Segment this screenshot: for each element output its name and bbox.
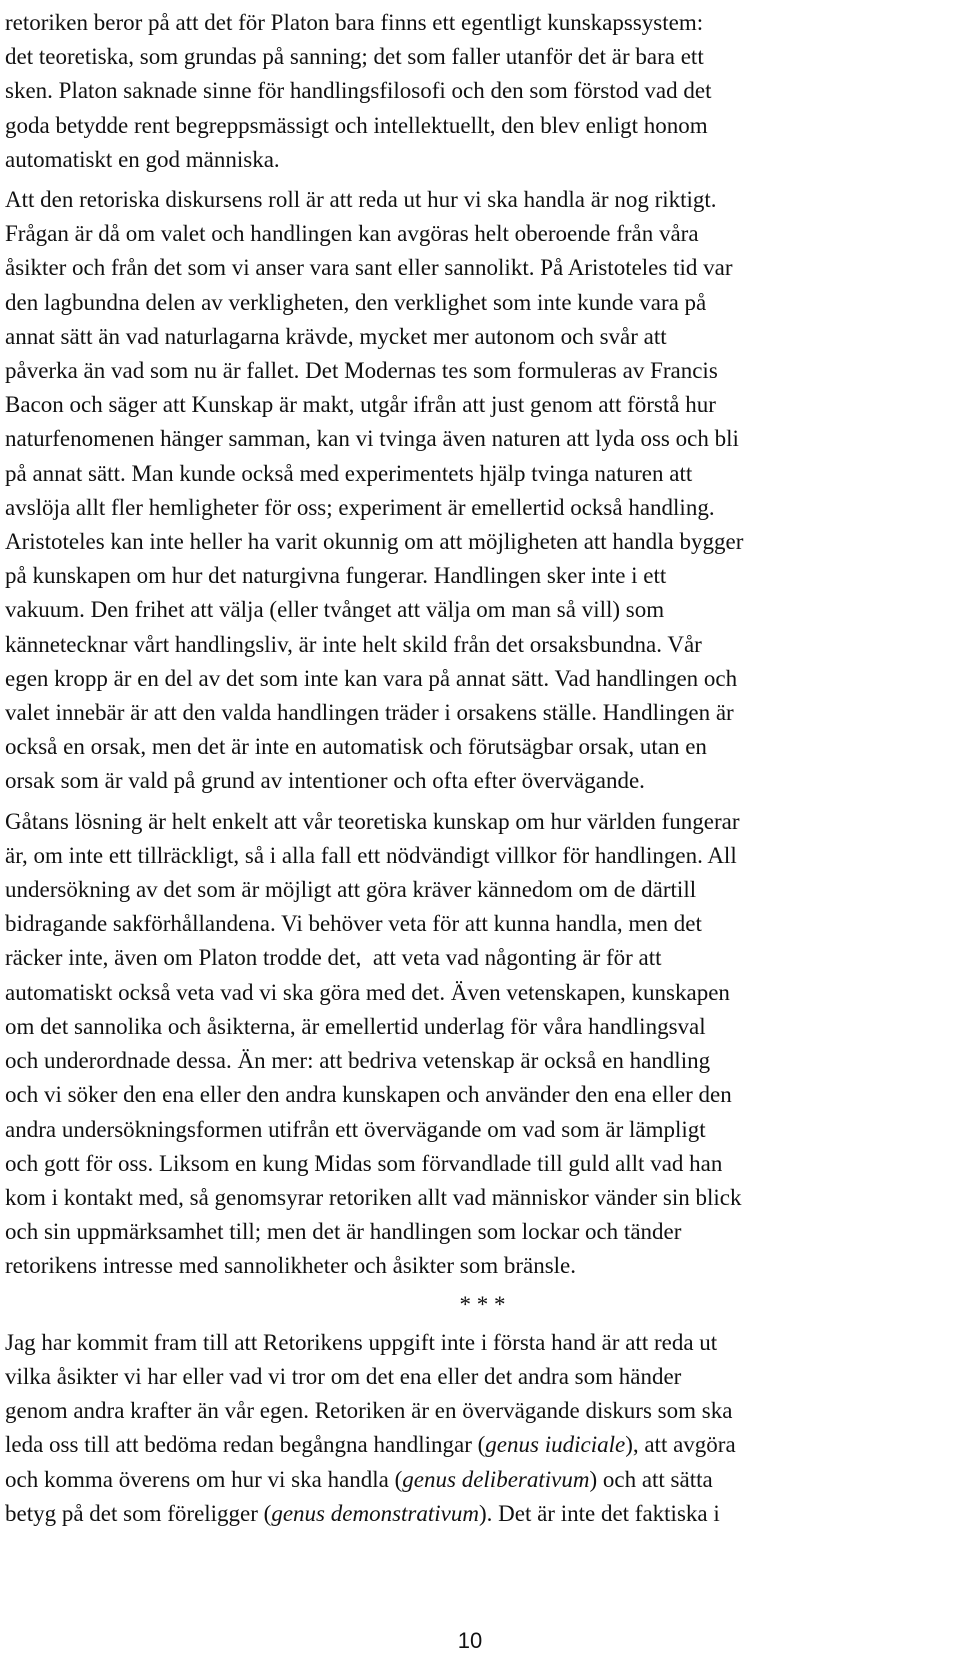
text-line: valet innebär är att den valda handlingen träder i orsakens ställe. Handlingen är	[5, 700, 734, 726]
text-line: och vi söker den ena eller den andra kunskapen och använder den ena eller den	[5, 1082, 732, 1108]
text-line: sken. Platon saknade sinne för handlingsfilosofi och den som förstod vad det	[5, 78, 712, 104]
text-line: Gåtans lösning är helt enkelt att vår teoretiska kunskap om hur världen fungerar	[5, 808, 740, 834]
text-line: räcker inte, även om Platon trodde det, att veta vad någonting är för att	[5, 945, 662, 971]
text-line: påverka än vad som nu är fallet. Det Modernas tes som formuleras av Francis	[5, 358, 718, 384]
text-line: retoriken beror på att det för Platon bara finns ett egentligt kunskapssystem:	[5, 10, 704, 35]
text-line: annat sätt än vad naturlagarna krävde, mycket mer autonom och svår att	[5, 323, 667, 349]
body-text	[5, 6, 940, 1531]
text-line: goda betydde rent begreppsmässigt och intellektuellt, den blev enligt honom	[5, 112, 708, 138]
text-line: automatiskt en god människa.	[5, 146, 280, 172]
text-line: undersökning av det som är möjligt att göra kräver kännedom om de därtill	[5, 877, 697, 903]
text-line: och sin uppmärksamhet till; men det är handlingen som lockar och tänder	[5, 1219, 682, 1245]
text-line: det teoretiska, som grundas på sanning; det som faller utanför det är bara ett	[5, 44, 704, 70]
text-line	[5, 1497, 940, 1531]
text-line: retorikens intresse med sannolikheter och åsikter som bränsle.	[5, 1253, 577, 1279]
text-line: på kunskapen om hur det naturgivna fungerar. Handlingen sker inte i ett	[5, 563, 667, 589]
text-line: Aristoteles kan inte heller ha varit okunnig om att möjligheten att handla bygger	[5, 529, 744, 555]
text-line: kom i kontakt med, så genomsyrar retoriken allt vad människor vänder sin blick	[5, 1184, 742, 1210]
paragraph-1	[5, 6, 940, 177]
text-line: Bacon och säger att Kunskap är makt, utgår ifrån att just genom att förstå hur	[5, 392, 716, 418]
text-line: åsikter och från det som vi anser vara sant eller sannolikt. På Aristoteles tid var	[5, 255, 733, 281]
page-number: 10	[457, 1628, 483, 1653]
paragraph-2	[5, 183, 940, 799]
text-line: andra undersökningsformen utifrån ett övervägande om vad som är lämpligt	[5, 1116, 706, 1142]
text-segment: ) och att sätta	[589, 1466, 713, 1492]
text-line: Frågan är då om valet och handlingen kan avgöras helt oberoende från våra	[5, 221, 699, 247]
paragraph-3	[5, 805, 940, 1284]
text-line: vakuum. Den frihet att välja (eller tvånget att välja om man så vill) som	[5, 597, 665, 623]
text-segment: ). Det är inte det faktiska i	[478, 1500, 720, 1526]
text-line: på annat sätt. Man kunde också med experimentets hjälp tvinga naturen att	[5, 460, 693, 486]
text-segment: ), att avgöra	[625, 1432, 736, 1458]
section-break-ornament: * * *	[459, 1291, 506, 1317]
text-line: vilka åsikter vi har eller vad vi tror om det ena eller det andra som händer	[5, 1363, 682, 1389]
text-line: också en orsak, men det är inte en automatisk och förutsägbar orsak, utan en	[5, 734, 707, 760]
text-line: genom andra krafter än vår egen. Retoriken är en övervägande diskurs som ska	[5, 1398, 733, 1424]
text-segment: betyg på det som föreligger (	[5, 1500, 272, 1526]
text-line: egen kropp är en del av det som inte kan vara på annat sätt. Vad handlingen och	[5, 665, 738, 691]
text-segment: och komma överens om hur vi ska handla (	[5, 1466, 403, 1492]
text-line	[5, 1463, 940, 1497]
latin-term: genus demonstrativum	[271, 1500, 479, 1526]
text-line: Att den retoriska diskursens roll är att reda ut hur vi ska handla är nog riktigt.	[5, 187, 717, 213]
text-line: om det sannolika och åsikterna, är emellertid underlag för våra handlingsval	[5, 1013, 706, 1039]
paragraph-4	[5, 1326, 940, 1531]
text-segment: leda oss till att bedöma redan begångna handlingar (	[5, 1432, 486, 1458]
text-line	[5, 1428, 940, 1462]
text-line: Jag har kommit fram till att Retorikens uppgift inte i första hand är att reda ut	[5, 1329, 718, 1355]
text-line: kännetecknar vårt handlingsliv, är inte helt skild från det orsaksbundna. Vår	[5, 631, 702, 657]
text-line: är, om inte ett tillräckligt, så i alla fall ett nödvändigt villkor för handlingen. All	[5, 842, 737, 868]
text-line: automatiskt också veta vad vi ska göra med det. Även vetenskapen, kunskapen	[5, 979, 730, 1005]
text-line: orsak som är vald på grund av intentioner och ofta efter övervägande.	[5, 768, 645, 794]
text-line: och gott för oss. Liksom en kung Midas som förvandlade till guld allt vad han	[5, 1150, 723, 1176]
text-line: naturfenomenen hänger samman, kan vi tvinga även naturen att lyda oss och bli	[5, 426, 739, 452]
text-line: och underordnade dessa. Än mer: att bedriva vetenskap är också en handling	[5, 1048, 711, 1074]
latin-term: genus deliberativum	[402, 1466, 590, 1492]
latin-term: genus iudiciale	[485, 1432, 626, 1458]
text-line: avslöja allt fler hemligheter för oss; experiment är emellertid också handling.	[5, 494, 715, 520]
text-line: bidragande sakförhållandena. Vi behöver veta för att kunna handla, men det	[5, 911, 702, 937]
text-line: den lagbundna delen av verkligheten, den verklighet som inte kunde vara på	[5, 289, 707, 315]
